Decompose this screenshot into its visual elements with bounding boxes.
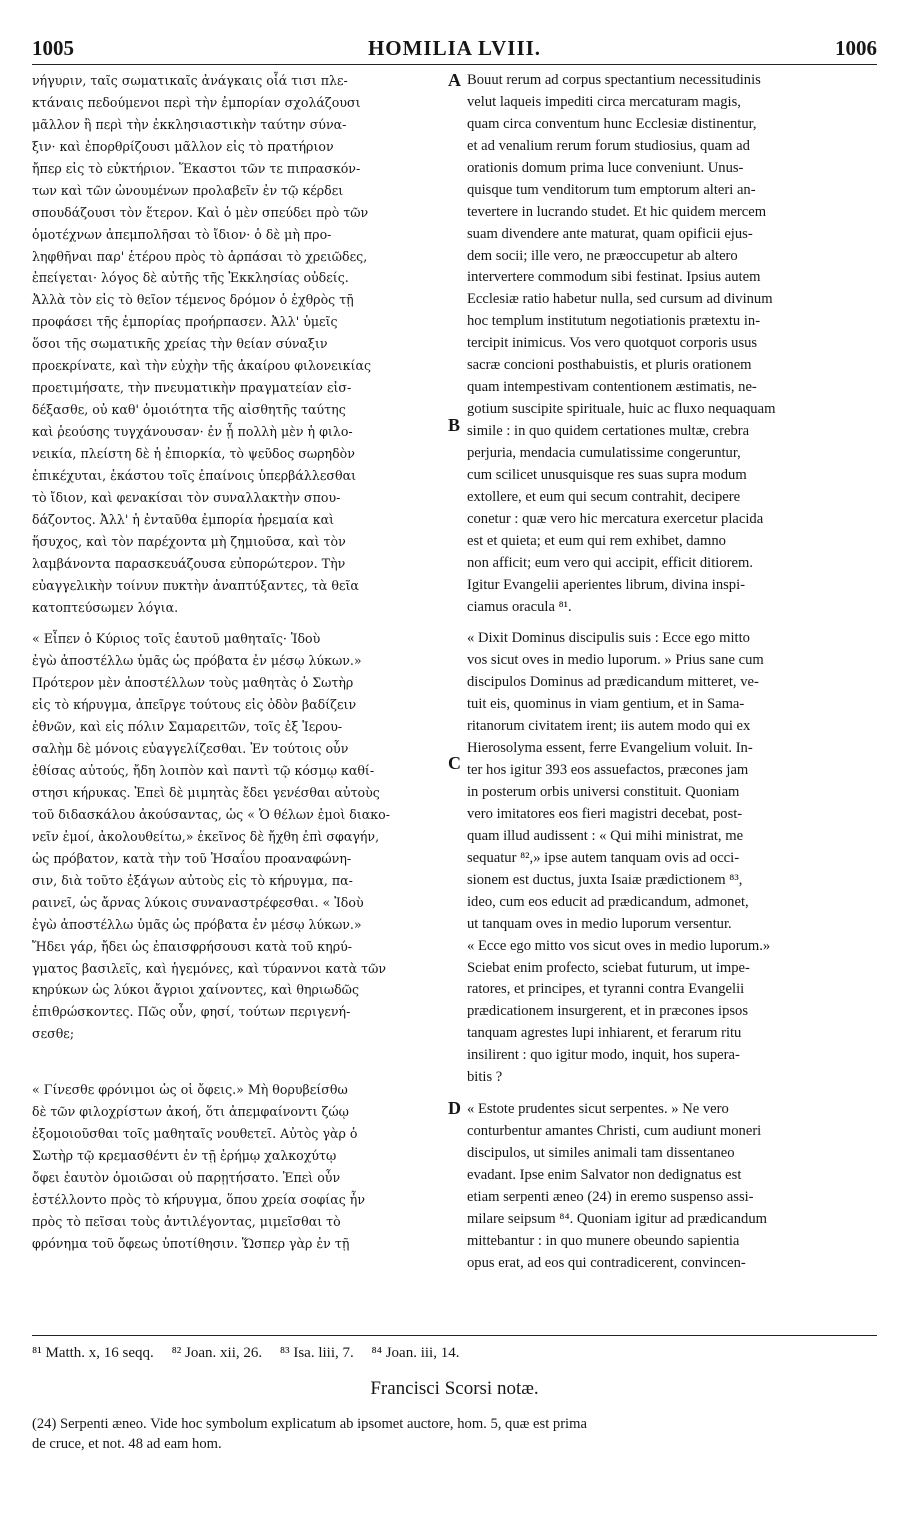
greek-line: καὶ ῥεούσης τυγχάνουσαν· ἐν ᾗ πολλὴ μὲν ἡ φιλο- <box>32 424 353 439</box>
latin-line: in posterum orbis universi constituit. Quoniam <box>467 784 740 800</box>
greek-line: ἐπείγεται· λόγος δὲ αὐτῆς τῆς Ἐκκλησίας οὐδείς. <box>32 270 349 286</box>
latin-column <box>467 70 877 1275</box>
latin-line: orationis domum prima luce conveniunt. Unus- <box>467 159 744 176</box>
latin-line: suam divendere ante maturat, quam opificii ejus- <box>467 225 753 242</box>
latin-line: tuit eis, quominus in viam gentium, et in Sama- <box>467 696 745 713</box>
latin-line: Bouut rerum ad corpus spectantium necessitudinis <box>467 72 761 88</box>
latin-line: ter hos igitur 393 eos assuefactos, præcones jam <box>467 762 749 779</box>
latin-line: « Ecce ego mitto vos sicut oves in medio luporum.» <box>467 937 771 954</box>
latin-line: ratores, et principes, et tyranni contra Evangelii <box>467 981 745 998</box>
greek-line: σπουδάζουσι τὸν ἕτερον. Καὶ ὁ μὲν σπεύδει πρὸ τῶν <box>32 204 369 220</box>
greek-line: Πρότερον μὲν ἀποστέλλων τοὺς μαθητὰς ὁ Σωτὴρ <box>32 675 354 691</box>
latin-line: ritanorum civitatem irent; iis autem modo qui ex <box>467 718 751 735</box>
greek-line: ἐξομοιοῦσθαι τοῖς μαθηταῖς νουθετεῖ. Αὐτὸς γὰρ ὁ <box>32 1126 358 1142</box>
latin-line: vero imitatores eos fieri magistri decebat, post- <box>467 805 743 822</box>
scorsi-note-line: (24) Serpenti æneo. Vide hoc symbolum explicatum ab ipsomet auctore, hom. 5, quæ est prima <box>32 1416 587 1432</box>
latin-line: gotium suscipite spirituale, huic ac fluxo nequaquam <box>467 401 776 418</box>
latin-line: bitis ? <box>467 1069 503 1086</box>
greek-line: μᾶλλον ἢ περὶ τὴν ἐκκλησιαστικὴν ταύτην σύνα- <box>32 116 347 132</box>
greek-line: σαλὴμ δὲ μόνοις εὐαγγελίζεσθαι. Ἐν τούτοις οὖν <box>32 741 349 757</box>
greek-line: ἐγὼ ἀποστέλλω ὑμᾶς ὡς πρόβατα ἐν μέσῳ λύκων.» <box>32 653 362 669</box>
greek-line: κτάναις πεδούμενοι περὶ τὴν ἐμπορίαν σχολάζουσι <box>32 94 361 110</box>
footnote-84: ⁸⁴ Joan. iii, 14. <box>371 1345 460 1361</box>
greek-line: σιν, διὰ τοῦτο ἐξάγων αὐτοὺς εἰς τὸ κήρυγμα, πα- <box>32 872 353 888</box>
latin-line: prædicationem insurgerent, et in præcones ipsos <box>467 1003 749 1020</box>
latin-line: « Estote prudentes sicut serpentes. » Ne vero <box>467 1101 729 1118</box>
latin-line: dem socii; ille vero, ne præoccupetur ab altero <box>467 247 738 264</box>
latin-line: mittebantur : in quo munere obeundo sapientia <box>467 1232 740 1249</box>
latin-line: evadant. Ipse enim Salvator non dedignatus est <box>467 1166 742 1183</box>
latin-line: quam intempestivam contentionem æstimatis, ne- <box>467 379 757 396</box>
latin-paragraph-1 <box>467 70 877 618</box>
greek-line: στησι κήρυκας. Ἐπεὶ δὲ μιμητὰς ἔδει γενέσθαι αὐτοὺς <box>32 785 380 800</box>
greek-line: « Εἶπεν ὁ Κύριος τοῖς ἑαυτοῦ μαθηταῖς· Ἰδοὺ <box>32 631 321 647</box>
latin-line: sionem est ductus, juxta Isaiæ prædictionem ⁸³, <box>467 871 743 888</box>
latin-line: opus erat, ad eos qui contradicerent, convincen- <box>467 1254 746 1271</box>
greek-line: ἐπιθρώσκοντες. Πῶς οὖν, φησί, τούτων περιγενή- <box>32 1004 351 1020</box>
greek-line: ἤπερ εἰς τὸ εὐκτήριον. Ἕκαστοι τῶν τε πιπρασκόν- <box>32 160 361 176</box>
latin-line: vos sicut oves in medio luporum. » Prius sane cum <box>467 652 764 669</box>
greek-line: ἥσυχος, καὶ τὸν παρέχοντα μὴ ζημιοῦσα, καὶ τὸν <box>32 533 346 549</box>
footnote-83: ⁸³ Isa. liii, 7. <box>279 1345 354 1361</box>
greek-line: κηρύκων ὡς λύκοι ἄγριοι χαίνοντες, καὶ θηριωδῶς <box>32 982 360 998</box>
greek-line: νήγυριν, ταῖς σωματικαῖς ἀνάγκαις οἷά τισι πλε- <box>32 73 348 88</box>
greek-line: ξιν· καὶ ἐπορθρίζουσι μᾶλλον εἰς τὸ πρατήριον <box>32 138 334 154</box>
greek-paragraph-2 <box>32 628 442 1045</box>
greek-line: τὸ ἴδιον, καὶ φενακίσαι τὸν συναλλακτὴν σπου- <box>32 489 341 505</box>
latin-line: insilirent : quo igitur modo, inquit, hos supera- <box>467 1047 740 1064</box>
greek-line: προεκρίνατε, καὶ τὴν εὐχὴν τῆς ἀκαίρου φιλονεικίας <box>32 358 371 374</box>
latin-line: extollere, et eum qui secum contrahit, decipere <box>467 488 741 505</box>
greek-column <box>32 70 442 1255</box>
greek-line: ἐπικέχυται, ἑκάστου τοῖς ἐπαίνοις ὑπερβάλλεσθαι <box>32 467 357 483</box>
latin-line: Hierosolyma essent, ferre Evangelium voluit. In- <box>467 740 753 757</box>
greek-line: ὅσοι τῆς σωματικῆς χρείας τὴν θείαν σύναξιν <box>32 336 328 352</box>
greek-line: « Γίνεσθε φρόνιμοι ὡς οἱ ὄφεις.» Μὴ θορυβείσθω <box>32 1082 348 1098</box>
margin-letter-d: D <box>448 1098 461 1118</box>
scorsi-note <box>32 1414 877 1454</box>
greek-line: κατοπτεύσωμεν λόγια. <box>32 599 179 615</box>
greek-line: ἐγὼ ἀποστέλλω ὑμᾶς ὡς πρόβατα ἐν μέσῳ λύκων.» <box>32 916 362 932</box>
page-title: HOMILIA LVIII. <box>367 36 542 60</box>
scorsi-notes-title: Francisci Scorsi notæ. <box>370 1378 539 1399</box>
greek-line: εἰς τὸ κήρυγμα, ἀπεῖργε τούτους εἰς ὁδὸν βαδίζειν <box>32 697 357 713</box>
page-number-left: 1005 <box>32 36 74 60</box>
greek-paragraph-3 <box>32 1079 442 1255</box>
greek-line: νεῖν ἐμοί, ἀκολουθείτω,» ἐκεῖνος δὲ ἤχθη ἐπὶ σφαγήν, <box>32 828 380 844</box>
latin-line: ciamus oracula ⁸¹. <box>467 598 572 615</box>
latin-line: Igitur Evangelii aperientes librum, divina inspi- <box>467 576 746 593</box>
latin-line: conetur : quæ vero hic mercatura exercetur placida <box>467 510 764 527</box>
greek-line: των καὶ τῶν ὠνουμένων προλαβεῖν ἐν τῷ κέρδει <box>32 182 344 198</box>
greek-line: ὄφει ἑαυτὸν ὁμοιῶσαι οὐ παρῃτήσατο. Ἐπεὶ οὖν <box>32 1170 341 1185</box>
latin-paragraph-2 <box>467 628 877 1089</box>
margin-letter-a: A <box>448 70 461 90</box>
greek-line: ληφθῆναι παρ' ἑτέρου πρὸς τὸ ἁρπάσαι τὸ χρειῶδες, <box>32 248 368 264</box>
greek-line: Σωτὴρ τῷ κρεμασθέντι ἐν τῇ ἐρήμῳ χαλκοχύτῳ <box>32 1148 337 1164</box>
latin-paragraph-3 <box>467 1099 877 1275</box>
latin-line: velut laqueis impediti circa mercaturam magis, <box>467 93 741 110</box>
latin-line: quam circa conventum hunc Ecclesiæ distinentur, <box>467 115 757 132</box>
greek-line: εὐαγγελικὴν τοίνυν πυκτὴν ἀναπτύξαντες, τὰ θεῖα <box>32 577 359 593</box>
latin-line: perjuria, mendacia cumulatissime congeruntur, <box>467 444 741 461</box>
greek-line: δὲ τῶν φιλοχρίστων ἀκοή, ὅτι ἀπεμφαίνοντι ζώῳ <box>32 1104 349 1120</box>
latin-line: quam illud audissent : « Qui mihi ministrat, me <box>467 827 744 844</box>
latin-line: Ecclesiæ ratio habetur nulla, sed cursum ad divinum <box>467 291 773 308</box>
latin-line: non afficit; eum vero qui accipit, efficit ditiorem. <box>467 554 753 571</box>
greek-line: προφάσει τῆς ἐμπορίας προήρπασεν. Ἀλλ' ὑμεῖς <box>32 314 338 330</box>
latin-line: conturbentur amantes Christi, cum audiunt moneri <box>467 1123 762 1140</box>
greek-line: σεσθε; <box>32 1026 75 1042</box>
latin-line: sequatur ⁸²,» ipse autem tanquam ovis ad occi- <box>467 849 740 866</box>
latin-line: ideo, cum eos educit ad prædicandum, admonet, <box>467 893 749 910</box>
page-number-right: 1006 <box>835 36 877 60</box>
latin-line: tercipit inimicus. Vos vero quotquot corporis usus <box>467 335 758 352</box>
greek-line: Ἤδει γάρ, ἤδει ὡς ἐπαισφρήσουσι κατὰ τοῦ κηρύ- <box>32 938 353 954</box>
greek-line: δέξασθε, οὐ καθ' ὁμοιότητα τῆς αἰσθητῆς ταύτης <box>32 402 346 418</box>
greek-line: προετιμήσατε, τὴν πνευματικὴν πραγματείαν εἰσ- <box>32 380 352 396</box>
scorsi-note-line: de cruce, et not. 48 ad eam hom. <box>32 1436 222 1452</box>
greek-line: δάζοντος. Ἀλλ' ἡ ἐνταῦθα ἐμπορία ἠρεμαία καὶ <box>32 511 335 527</box>
latin-line: etiam serpenti æneo (24) in eremo suspenso assi- <box>467 1188 754 1205</box>
latin-line: hoc templum institutum negotiationis prætextu in- <box>467 313 761 330</box>
latin-line: simile : in quo quidem certationes multæ, crebra <box>467 423 750 439</box>
greek-line: λαμβάνοντα παρασκευάζουσα εὐπορώτερον. Τὴν <box>32 555 346 571</box>
latin-line: cum scilicet unusquisque res suas supra modum <box>467 466 747 483</box>
greek-line: ὁμοτέχνων ἀπεμπολῆσαι τὸ ἴδιον· ὁ δὲ μὴ προ- <box>32 226 332 242</box>
latin-line: tanquam agrestes lupi inhiarent, et ferarum ritu <box>467 1025 742 1042</box>
greek-line: γματος βασιλεῖς, καὶ ἡγεμόνες, καὶ τύραννοι κατὰ τῶν <box>32 960 386 976</box>
footnote-82: ⁸² Joan. xii, 26. <box>171 1345 263 1361</box>
latin-line: discipulos Dominus ad prædicandum mitteret, ve- <box>467 674 759 691</box>
margin-letter-b: B <box>448 415 461 435</box>
footnote-rule <box>32 1335 877 1336</box>
latin-line: et ad venalium rerum forum studiosius, quam ad <box>467 137 750 154</box>
latin-line: intervertere commodum sibi festinat. Ipsius autem <box>467 269 761 286</box>
greek-line: τοῦ διδασκάλου ἀκούσαντας, ὡς « Ὁ θέλων ἐμοὶ διακο- <box>32 806 390 822</box>
footnote-81: ⁸¹ Matth. x, 16 seqq. <box>32 1345 154 1361</box>
greek-line: ὡς πρόβατον, κατὰ τὴν τοῦ Ἠσαΐου προαναφώνη- <box>32 850 352 866</box>
greek-line: νεικία, πλείστη δὲ ἡ ἐπιορκία, τὸ ψεῦδος σωρηδὸν <box>32 445 355 461</box>
greek-line: ραινεῖ, ὡς ἄρνας λύκοις συναναστρέφεσθαι. « Ἰδοὺ <box>32 894 364 910</box>
greek-line: ἐθίσας αὐτούς, ἤδη λοιπὸν καὶ παντὶ τῷ κόσμῳ καθί- <box>32 763 375 779</box>
greek-line: ἐστέλλοντο πρὸς τὸ κήρυγμα, ὅπου χρεία σοφίας ἦν <box>32 1191 365 1207</box>
latin-line: sacræ concioni posthabuistis, et pluris orationem <box>467 357 752 374</box>
latin-line: quisque tum venditorum tum emptorum alteri an- <box>467 181 756 198</box>
greek-line: Ἀλλὰ τὸν εἰς τὸ θεῖον τέμενος δρόμον ὁ ἐχθρὸς τῇ <box>32 292 354 308</box>
header-rule <box>32 64 877 65</box>
latin-line: « Dixit Dominus discipulis suis : Ecce ego mitto <box>467 630 750 647</box>
scripture-footnotes <box>32 1345 877 1362</box>
greek-paragraph-1 <box>32 70 442 618</box>
margin-letter-c: C <box>448 753 461 773</box>
greek-line: ἐθνῶν, καὶ εἰς πόλιν Σαμαρειτῶν, τοῖς ἐξ Ἱερου- <box>32 719 343 735</box>
latin-line: Sciebat enim profecto, sciebat futurum, ut impe- <box>467 959 750 976</box>
latin-line: tevertere in lucrando studet. Et hic quidem mercem <box>467 203 767 220</box>
latin-line: milare seipsum ⁸⁴. Quoniam igitur ad prædicandum <box>467 1210 767 1227</box>
latin-line: discipulos, ut similes animali tam dissentaneo <box>467 1145 735 1161</box>
latin-line: est et quieta; et eum qui rem exhibet, damno <box>467 532 726 549</box>
greek-line: φρόνημα τοῦ ὄφεως ὑποτίθησιν. Ὥσπερ γὰρ ἐν τῇ <box>32 1235 350 1251</box>
greek-line: πρὸς τὸ πεῖσαι τοὺς ἀντιλέγοντας, μιμεῖσθαι τὸ <box>32 1213 341 1229</box>
latin-line: ut tanquam oves in medio luporum versentur. <box>467 915 732 932</box>
running-head <box>32 36 877 62</box>
